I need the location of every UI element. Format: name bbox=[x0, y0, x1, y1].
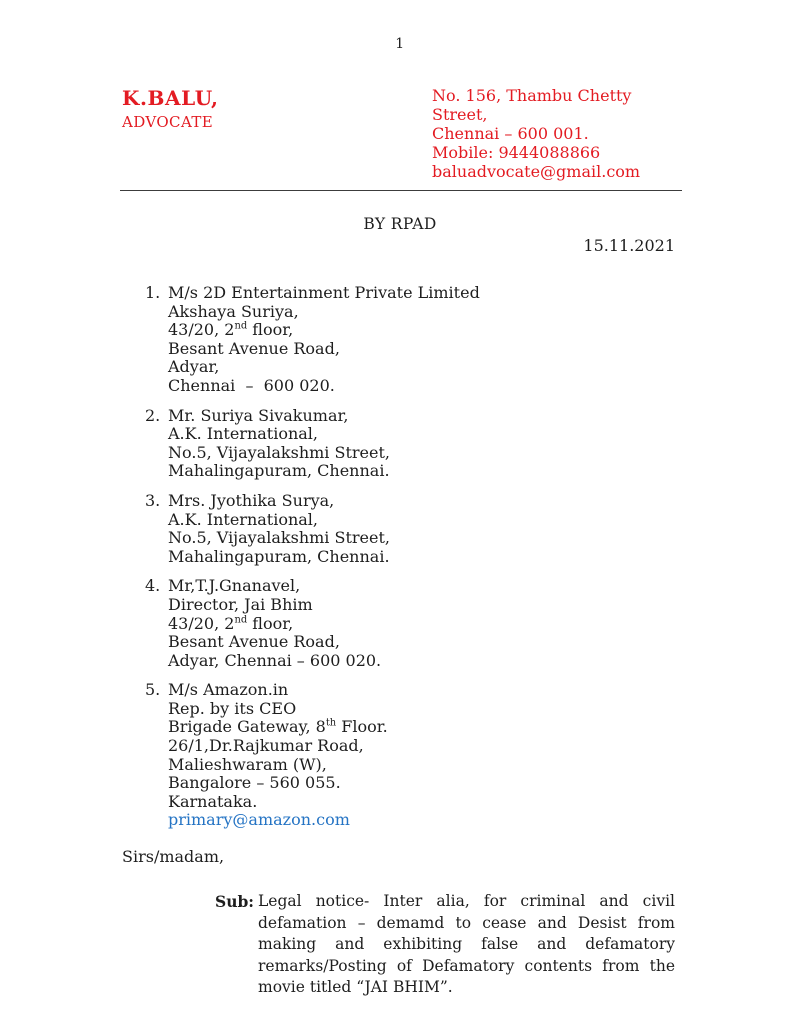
recipient-number: 1. bbox=[145, 283, 161, 302]
letterhead-address-line: Chennai – 600 001. bbox=[432, 124, 589, 143]
address-line: Rep. by its CEO bbox=[168, 698, 297, 718]
letterhead-address-line: baluadvocate@gmail.com bbox=[432, 162, 641, 181]
address-line: Malieshwaram (W), bbox=[168, 754, 327, 774]
recipient-email-link[interactable]: primary@amazon.com bbox=[168, 810, 350, 830]
address-line: Brigade Gateway, 8th Floor. bbox=[168, 717, 388, 737]
address-line: Mahalingapuram, Chennai. bbox=[168, 546, 390, 566]
subject-block bbox=[215, 891, 800, 999]
address-line: A.K. International, bbox=[168, 424, 319, 444]
address-line: 43/20, 2nd floor, bbox=[168, 613, 294, 633]
address-line: Bangalore – 560 055. bbox=[168, 773, 341, 793]
recipient-address bbox=[168, 407, 390, 481]
address-line: Besant Avenue Road, bbox=[168, 338, 340, 358]
subject-text: Legal notice- Inter alia, for criminal and civil defamation – demamd to cease and Desist from making and exhibiting false and defamatory remarks/Posting of Defamatory contents from the movie titled “JAI BHIM”. bbox=[258, 892, 675, 997]
address-line: Chennai – 600 020. bbox=[168, 375, 335, 395]
recipient-item bbox=[145, 681, 800, 830]
recipient-item bbox=[145, 407, 800, 481]
address-line: Mr. Suriya Sivakumar, bbox=[168, 405, 349, 425]
letterhead-address-line: Mobile: 9444088866 bbox=[432, 143, 601, 162]
address-line: 43/20, 2nd floor, bbox=[168, 320, 294, 340]
advocate-title: ADVOCATE bbox=[122, 113, 214, 131]
letterhead-identity bbox=[122, 86, 219, 131]
address-line: Mahalingapuram, Chennai. bbox=[168, 461, 390, 481]
address-line: Director, Jai Bhim bbox=[168, 594, 313, 614]
address-line bbox=[168, 811, 388, 830]
ordinal-suffix: nd bbox=[234, 614, 248, 626]
recipient-address bbox=[168, 492, 390, 566]
notice-date: 15.11.2021 bbox=[583, 236, 675, 255]
recipient-item bbox=[145, 492, 800, 566]
ordinal-suffix: nd bbox=[234, 320, 248, 332]
letterhead-divider bbox=[120, 190, 682, 191]
page-number: 1 bbox=[395, 36, 405, 52]
salutation: Sirs/madam, bbox=[122, 847, 225, 867]
advocate-name: K.BALU, bbox=[122, 86, 219, 110]
recipient-number: 3. bbox=[145, 490, 161, 510]
recipient-item bbox=[145, 577, 800, 670]
recipient-address bbox=[168, 284, 480, 396]
recipient-address bbox=[168, 681, 388, 830]
address-line: Karnataka. bbox=[168, 791, 258, 811]
letterhead-address-line: No. 156, Thambu Chetty Street, bbox=[432, 86, 632, 124]
recipient-number: 2. bbox=[145, 405, 161, 425]
address-line: No.5, Vijayalakshmi Street, bbox=[168, 442, 390, 462]
subject-label: Sub: bbox=[215, 892, 255, 912]
address-line: M/s 2D Entertainment Private Limited bbox=[168, 283, 480, 302]
recipient-number: 5. bbox=[145, 680, 161, 700]
address-line: Besant Avenue Road, bbox=[168, 632, 340, 652]
address-line: M/s Amazon.in bbox=[168, 680, 289, 700]
address-line: Adyar, Chennai – 600 020. bbox=[168, 650, 382, 670]
dispatch-mode: BY RPAD bbox=[363, 215, 437, 233]
recipient-number: 4. bbox=[145, 576, 161, 596]
ordinal-suffix: th bbox=[325, 718, 337, 730]
letterhead bbox=[122, 86, 682, 181]
recipient-address bbox=[168, 577, 381, 670]
address-line: No.5, Vijayalakshmi Street, bbox=[168, 528, 390, 548]
address-line: Mr,T.J.Gnanavel, bbox=[168, 576, 301, 596]
address-line: Mrs. Jyothika Surya, bbox=[168, 490, 335, 510]
recipient-list bbox=[145, 284, 800, 830]
address-line: Akshaya Suriya, bbox=[168, 301, 299, 321]
recipient-item bbox=[145, 284, 800, 396]
address-line: 26/1,Dr.Rajkumar Road, bbox=[168, 736, 364, 756]
letterhead-address bbox=[432, 86, 682, 181]
address-line: A.K. International, bbox=[168, 509, 319, 529]
address-line: Adyar, bbox=[168, 357, 220, 377]
